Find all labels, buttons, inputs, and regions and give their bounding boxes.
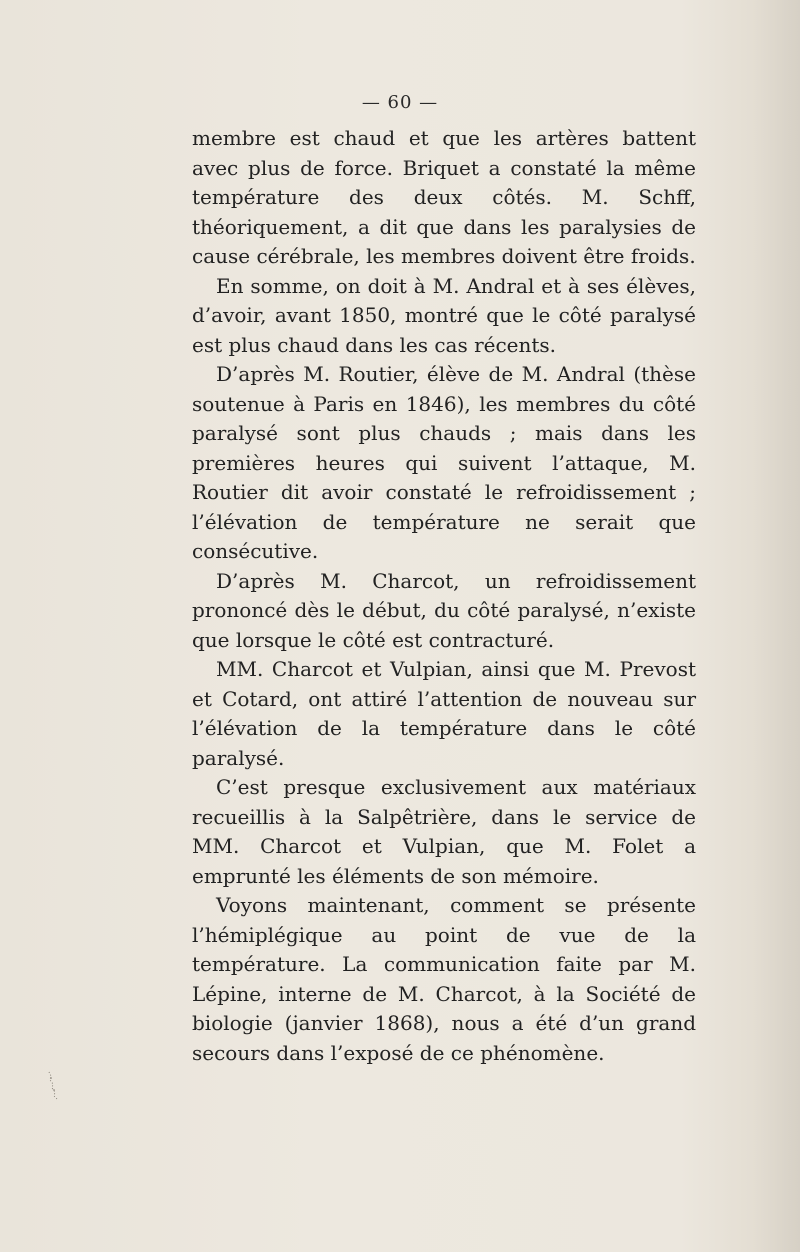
body-text xyxy=(192,124,696,1068)
paragraph-4: D’après M. Charcot, un refroidissement prononcé dès le début, du côté paralysé, n’existe que lorsque le côté est contracturé. xyxy=(192,568,696,652)
paragraph-6: C’est presque exclusivement aux matériaux recueillis à la Salpêtrière, dans le service de MM. Charcot et Vulpian, que M. Folet a emprunté les éléments de son mémoire. xyxy=(192,775,696,888)
paragraph-7: Voyons maintenant, comment se présente l’hémiplégique au point de vue de la température. La communication faite par M. Lépine, interne de M. Charcot, à la Société de biologie (janvier 1868), nous a été d’un grand secours dans l’exposé de ce phénomène. xyxy=(192,893,696,1065)
paragraph-5: MM. Charcot et Vulpian, ainsi que M. Prevost et Cotard, ont attiré l’attention de nouveau sur l’élévation de la température dans le côté paralysé. xyxy=(192,657,696,770)
paragraph-1: membre est chaud et que les artères battent avec plus de force. Briquet a constaté la même température des deux côtés. M. Schff, théoriquement, a dit que dans les paralysies de cause cérébrale, les membres doivent être froids. xyxy=(192,126,696,268)
paragraph-2: En somme, on doit à M. Andral et à ses élèves, d’avoir, avant 1850, montré que le côté paralysé est plus chaud dans les cas récents. xyxy=(192,273,696,357)
ink-speck-mark xyxy=(46,1070,60,1100)
paragraph-3: D’après M. Routier, élève de M. Andral (thèse soutenue à Paris en 1846), les membres du côté paralysé sont plus chauds ; mais dans les premières heures qui suivent l’attaque, M. Routier dit avoir constaté le refroidissement ; l’élévation de température ne serait que consécutive. xyxy=(192,362,696,563)
page-number: — 60 — xyxy=(361,92,439,113)
